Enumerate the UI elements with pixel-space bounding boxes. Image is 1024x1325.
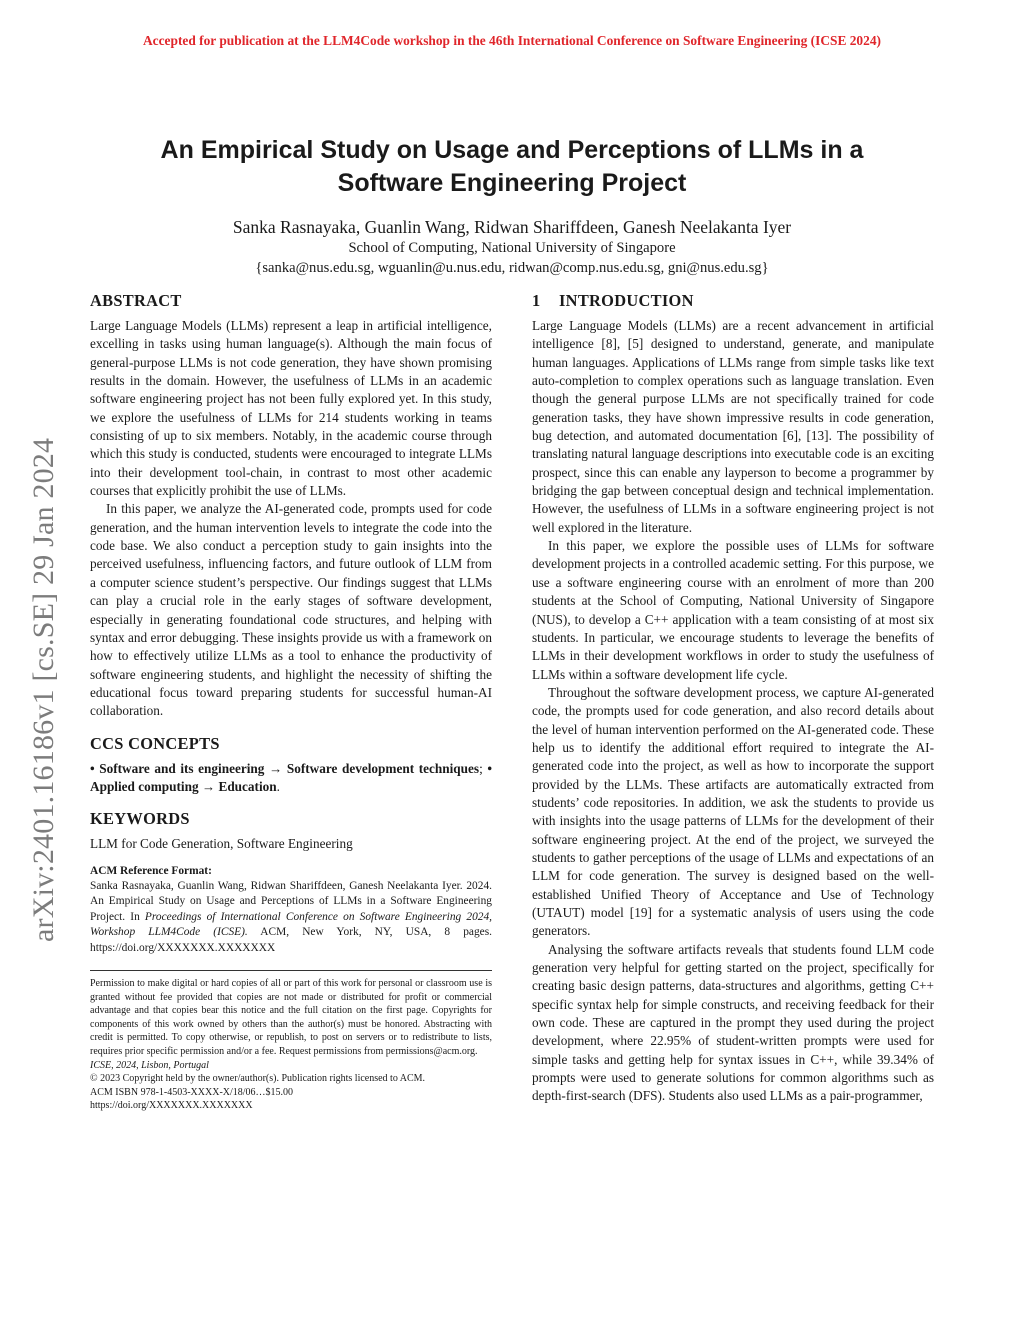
- conference-venue: ICSE, 2024, Lisbon, Portugal: [90, 1059, 209, 1071]
- publication-banner: Accepted for publication at the LLM4Code workshop in the 46th International Conference on Software Engineering (ICSE 2024): [143, 33, 881, 48]
- author-list: Sanka Rasnayaka, Guanlin Wang, Ridwan Shariffdeen, Ganesh Neelakanta Iyer: [232, 217, 792, 237]
- section-number: 1: [532, 291, 541, 310]
- footnote-divider: [90, 970, 492, 971]
- copyright-line: © 2023 Copyright held by the owner/author(s). Publication rights licensed to ACM.: [90, 1073, 426, 1085]
- left-column: [90, 291, 492, 1113]
- right-column: [532, 291, 934, 1106]
- abstract-section: [90, 291, 492, 721]
- doi-link[interactable]: https://doi.org/XXXXXXX.XXXXXXX: [90, 1100, 253, 1112]
- ccs-item-1: • Software and its engineering → Software development techniques: [90, 760, 480, 776]
- ccs-separator: ;: [479, 760, 488, 776]
- abstract-paragraph-1: Large Language Models (LLMs) represent a leap in artificial intelligence, excelling in tasks using human language(s). Although the main focus of general-purpose LLMs is not code generation, they have shown promising results in the domain. However, the usefulness of LLMs in an academic software engineering project has not been fully explored yet. In this study, we explore the usefulness of LLMs for 214 students working in teams consisting of up to six members. Notably, in the academic course through which this study is conducted, students were encouraged to integrate LLMs into their development tool-chain, in contrast to most other academic courses that explicitly prohibit the use of LLMs.: [90, 318, 492, 499]
- keywords-text: LLM for Code Generation, Software Engineering: [90, 836, 353, 852]
- abstract-paragraph-2: In this paper, we analyze the AI-generated code, prompts used for code generation, and the human intervention levels to integrate the code into the code base. We also conduct a perception study to gain insights into the perceived usefulness, influencing factors, and future outlook of LLM from a computer science student’s perspective. Our findings suggest that LLMs can play a crucial role in the early stages of software development, especially in generating foundational code structures, and helping with syntax and error debugging. These insights provide us with a framework on how to effectively utilize LLMs as a tool to enhance the productivity of software engineering students, and highlight the necessity of shifting the educational focus toward preparing students for successful human-AI collaboration.: [90, 501, 492, 719]
- acm-reference-text: [90, 879, 492, 957]
- ccs-heading: CCS CONCEPTS: [90, 733, 220, 753]
- intro-paragraph-4: Analysing the software artifacts reveals that students found LLM code generation very helpful for getting started on the project, specifically for creating basic design patterns, data-structures and algorithms, getting C++ specific syntax help for simple constructs, and receiving feedback for their own code. These are captured in the prompt they used during the project development, where 22.95% of student-written prompts were used for simple tasks and getting help for syntax issues in C++, while 39.34% of prompts were used to generate solutions for common algorithms such as depth-first-search (DFS). Students also used LLMs as a pair-programmer,: [532, 941, 934, 1104]
- paper-title: [90, 134, 934, 200]
- author-emails: {sanka@nus.edu.sg, wguanlin@u.nus.edu, ridwan@comp.nus.edu.sg, gni@nus.edu.sg}: [255, 260, 769, 276]
- isbn-line: ACM ISBN 978-1-4503-XXXX-X/18/06…$15.00: [90, 1086, 294, 1098]
- permission-text: Permission to make digital or hard copies of all or part of this work for personal or classroom use is granted without fee provided that copies are not made or distributed for profit or commercial advantage and that copies bear this notice and the full citation on the first page. Copyrights for components of this work owned by others than the author(s) must be honored. Abstracting with credit is permitted. To copy otherwise, or republish, to post on servers or to redistribute to lists, requires prior specific permission and/or a fee. Request permissions from permissions@acm.org.: [90, 978, 492, 1058]
- abstract-heading: ABSTRACT: [90, 291, 182, 310]
- introduction-heading: [532, 291, 934, 311]
- acm-reference-section: [90, 864, 492, 957]
- intro-paragraph-3: Throughout the software development process, we capture AI-generated code, the prompts used for code generation, and also record details about the level of human intervention performed on the AI-generated code. These help us to identify the additional effort required to integrate the AI-generated code into the project, as well as how to incorporate the support provided by the LLMs. These artifacts are automatically extracted from students’ code repositories. In addition, we ask the students to provide us with insights into the usage patterns of LLMs for the development of their software engineering project. At the end of the project, we surveyed the students to gather perceptions of the usage of LLMs and expectations of an LLM for code generation. The survey is designed based on the well-established Unified Theory of Acceptance and Use of Technology (UTAUT) model [19] for a systematic analysis of users using the code generators.: [532, 684, 934, 939]
- ccs-end: .: [276, 778, 280, 794]
- acm-reference-heading: ACM Reference Format:: [90, 864, 212, 877]
- keywords-section: [90, 809, 492, 853]
- arxiv-identifier: arXiv:2401.16186v1 [cs.SE] 29 Jan 2024: [27, 437, 60, 942]
- introduction-section: [532, 291, 934, 1106]
- ccs-concepts-text: [90, 760, 492, 797]
- acm-reference-venue: Proceedings of International Conference on Software Engineering 2024, Workshop LLM4Code (ICSE).: [90, 910, 493, 939]
- keywords-heading: KEYWORDS: [90, 809, 190, 829]
- ccs-concepts-section: [90, 734, 492, 797]
- intro-paragraph-1: Large Language Models (LLMs) are a recent advancement in artificial intelligence [8], [5] designed to understand, generate, and manipulate human languages. Applications of LLMs range from simple tasks like text auto-completion to complex operations such as language translation. Even though the general purpose LLMs are not specifically trained for code generation tasks, they have shown impressive results in code generation, bug detection, and automated documentation [6], [13]. The possibility of translating natural language descriptions into executable code is an exciting prospect, since this can enable any layperson to become a programmer by bridging the gap between conceptual design and technical implementation. However, the usefulness of LLMs in a software engineering project is not well explored in the literature.: [532, 318, 934, 535]
- section-title: INTRODUCTION: [559, 291, 694, 310]
- acm-reference-pre: Sanka Rasnayaka, Guanlin Wang, Ridwan Shariffdeen, Ganesh Neelakanta Iyer. 2024. An Empirical Study on Usage and Perceptions of LLMs in a Software Engineering Project. In: [90, 879, 492, 923]
- intro-paragraph-2: In this paper, we explore the possible uses of LLMs for software development projects in a controlled academic setting. For this purpose, we use a software engineering course with an enrolment of more than 200 students at the School of Computing, National University of Singapore (NUS), to develop a C++ application with a team consisting of at most six students. In particular, we encourage students to leverage the benefits of LLMs in their development workflows in order to study the usefulness of LLMs within a software development life cycle.: [532, 538, 934, 682]
- acm-reference-post: ACM, New York, NY, USA, 8 pages. https://doi.org/XXXXXXX.XXXXXXX: [90, 926, 492, 954]
- affiliation: School of Computing, National University of Singapore: [348, 240, 676, 256]
- title-line-2: Software Engineering Project: [337, 169, 687, 197]
- ccs-item-2: • Applied computing → Education: [90, 760, 492, 794]
- permission-notice: [90, 977, 492, 1113]
- title-line-1: An Empirical Study on Usage and Perceptions of LLMs in a: [160, 136, 864, 164]
